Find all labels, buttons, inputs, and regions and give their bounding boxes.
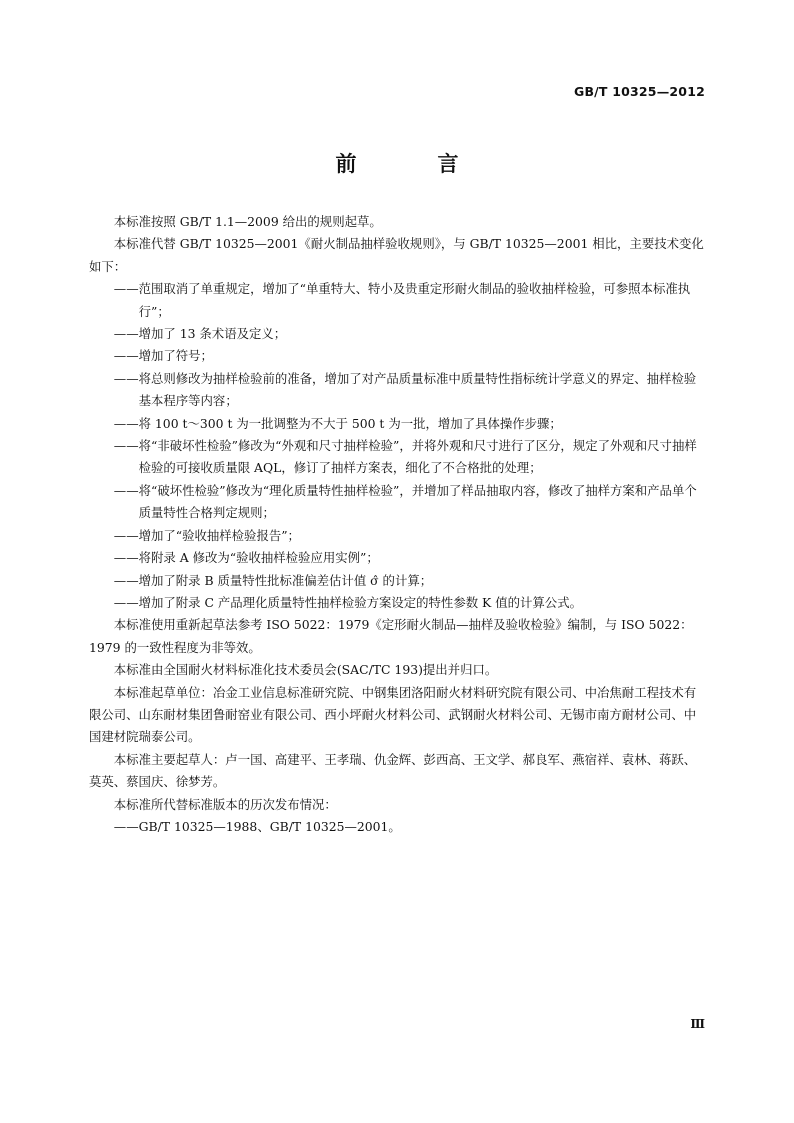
- change-item-text: 将“非破坏性检验”修改为“外观和尺寸抽样检验”，并将外观和尺寸进行了区分，规定了外观和尺寸抽样检验的可接收质量限 AQL，修订了抽样方案表，细化了不合格批的处理；: [138, 438, 697, 476]
- item-dash: ——: [113, 572, 139, 588]
- item-dash: ——: [113, 281, 139, 297]
- item-dash: ——: [113, 818, 139, 834]
- standard-number: GB/T 10325—2012: [573, 84, 705, 99]
- paragraph-drafters: 本标准主要起草人：卢一国、高建平、王孝瑞、仇金辉、彭西高、王文学、郝良军、燕宿祥、袁林、蒋跃、莫英、蔡国庆、徐梦芳。: [89, 751, 697, 790]
- change-item-text: 增加了附录 B 质量特性批标准偏差估计值 σ̂ 的计算；: [138, 572, 433, 588]
- page-title: 前 言: [335, 152, 489, 176]
- paragraph-committee: 本标准由全国耐火材料标准化技术委员会(SAC/TC 193)提出并归口。: [113, 662, 498, 678]
- change-item: [114, 278, 705, 323]
- change-item: [114, 345, 705, 367]
- change-item-text: 增加了 13 条术语及定义；: [138, 326, 287, 342]
- change-item: [114, 547, 705, 569]
- change-item-text: 将附录 A 修改为“验收抽样检验应用实例”；: [138, 550, 379, 566]
- item-dash: ——: [113, 482, 139, 498]
- change-item-text: 将“破坏性检验”修改为“理化质量特性抽样检验”，并增加了样品抽取内容，修改了抽样方案和产品单个质量特性合格判定规则；: [138, 482, 697, 521]
- document-body: [89, 211, 705, 838]
- change-item: [114, 592, 705, 614]
- change-item: [114, 525, 705, 547]
- item-dash: ——: [113, 527, 139, 543]
- change-item: [114, 480, 705, 525]
- change-item-text: 将 100 t～300 t 为一批调整为不大于 500 t 为一批，增加了具体操作步骤；: [138, 415, 562, 431]
- change-item-text: 范围取消了单重规定，增加了“单重特大、特小及贵重定形耐火制品的验收抽样检验，可参照本标准执行”；: [138, 281, 691, 319]
- paragraph-drafting-units: 本标准起草单位：冶金工业信息标准研究院、中钢集团洛阳耐火材料研究院有限公司、中冶焦耐工程技术有限公司、山东耐材集团鲁耐窑业有限公司、西小坪耐火材料公司、武钢耐火材料公司、无锡市南方耐材公司、中国建材院瑞泰公司。: [89, 684, 697, 745]
- history-item: [114, 816, 705, 838]
- item-dash: ——: [113, 370, 139, 386]
- item-dash: ——: [113, 550, 139, 566]
- item-dash: ——: [113, 438, 139, 454]
- paragraph-drafting-rule: 本标准按照 GB/T 1.1—2009 给出的规则起草。: [113, 214, 382, 229]
- paragraph-history-intro: 本标准所代替标准版本的历次发布情况：: [113, 796, 337, 812]
- item-dash: ——: [113, 415, 139, 431]
- change-item: [114, 323, 705, 345]
- item-dash: ——: [113, 326, 139, 342]
- page-number: Ⅲ: [690, 1017, 705, 1031]
- change-item-text: 增加了附录 C 产品理化质量特性抽样检验方案设定的特性参数 K 值的计算公式。: [138, 594, 582, 610]
- change-item-text: 增加了符号；: [138, 348, 213, 364]
- change-item: [114, 368, 705, 413]
- item-dash: ——: [113, 348, 139, 364]
- item-dash: ——: [113, 594, 139, 610]
- paragraph-replacement: 本标准代替 GB/T 10325—2001《耐火制品抽样验收规则》，与 GB/T 10325—2001 相比，主要技术变化如下：: [89, 236, 704, 274]
- history-item-text: GB/T 10325—1988、GB/T 10325—2001。: [138, 818, 401, 834]
- change-item: [114, 413, 705, 435]
- change-item: [114, 435, 705, 480]
- change-item: [114, 570, 705, 592]
- change-item-text: 增加了“验收抽样检验报告”；: [138, 527, 300, 543]
- change-item-text: 将总则修改为抽样检验前的准备，增加了对产品质量标准中质量特性指标统计学意义的界定、抽样检验基本程序等内容；: [138, 370, 697, 409]
- paragraph-iso-reference: 本标准使用重新起草法参考 ISO 5022：1979《定形耐火制品—抽样及验收检验》编制，与 ISO 5022：1979 的一致性程度为非等效。: [89, 617, 693, 655]
